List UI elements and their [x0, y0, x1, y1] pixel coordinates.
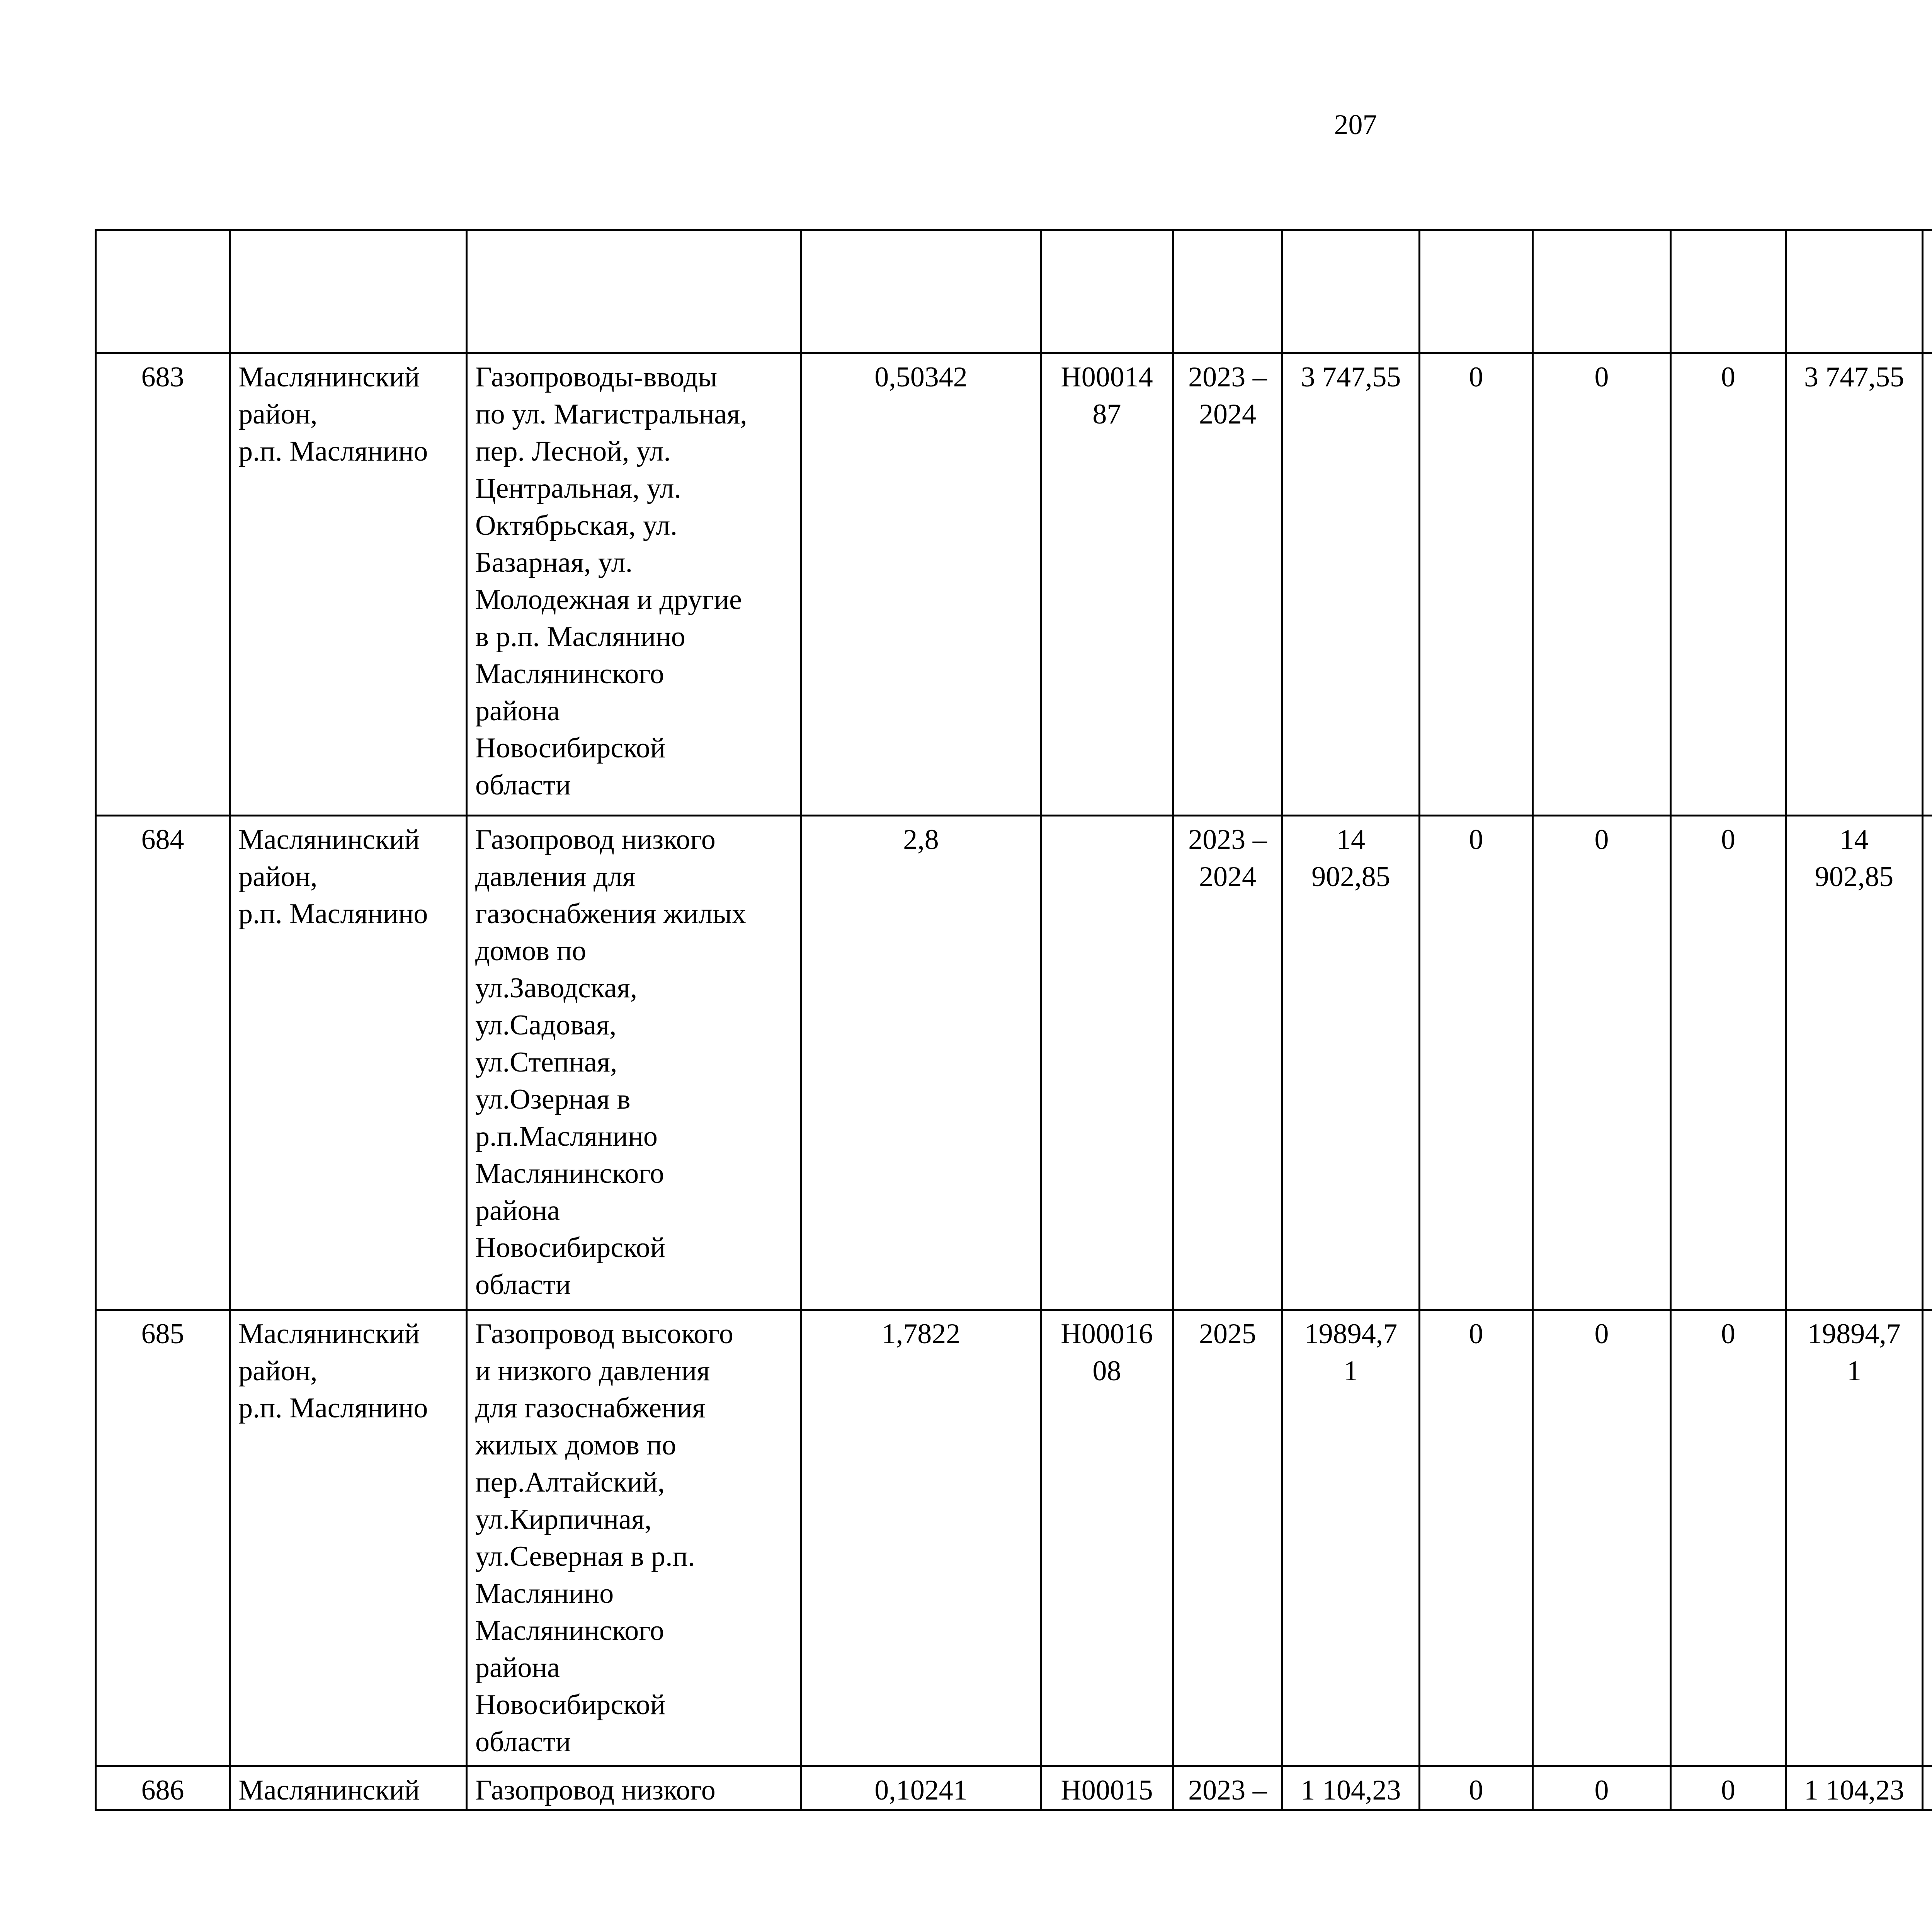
cell-code	[1041, 816, 1173, 1310]
cell-organization	[1923, 230, 1932, 353]
cell-total: 19894,7 1	[1282, 1310, 1420, 1766]
cell-object: Газопровод низкого	[467, 1766, 801, 1810]
cell-code: Н00014 87	[1041, 353, 1173, 816]
cell-no: 685	[96, 1310, 230, 1766]
cell-code: Н00016 08	[1041, 1310, 1173, 1766]
gas-pipeline-table	[95, 229, 1932, 1811]
cell-organization	[1923, 1766, 1932, 1810]
cell-federal: 0	[1420, 1310, 1533, 1766]
cell-length	[801, 230, 1041, 353]
cell-other: 19894,7 1	[1786, 1310, 1923, 1766]
cell-no: 684	[96, 816, 230, 1310]
cell-district: Маслянинский район, р.п. Маслянино	[230, 816, 467, 1310]
cell-local: 0	[1671, 353, 1786, 816]
cell-object: Газопровод высокого и низкого давления для газоснабжения жилых домов по пер.Алтайский, ул.Кирпичная, ул.Северная в р.п. Маслянино Маслянинского района Новосибирской области	[467, 1310, 801, 1766]
cell-local: 0	[1671, 816, 1786, 1310]
table-row	[96, 353, 1932, 816]
cell-period	[1173, 230, 1282, 353]
cell-other: 1 104,23	[1786, 1766, 1923, 1810]
cell-length: 0,10241	[801, 1766, 1041, 1810]
cell-local: 0	[1671, 1310, 1786, 1766]
cell-period: 2023 –	[1173, 1766, 1282, 1810]
cell-length: 0,50342	[801, 353, 1041, 816]
table-row	[96, 1310, 1932, 1766]
cell-district	[230, 230, 467, 353]
cell-regional: 0	[1533, 353, 1671, 816]
cell-federal	[1420, 230, 1533, 353]
cell-period: 2023 – 2024	[1173, 353, 1282, 816]
cell-local: 0	[1671, 1766, 1786, 1810]
cell-no: 686	[96, 1766, 230, 1810]
cell-regional: 0	[1533, 816, 1671, 1310]
cell-regional: 0	[1533, 1766, 1671, 1810]
cell-federal: 0	[1420, 353, 1533, 816]
cell-district: Маслянинский район, р.п. Маслянино	[230, 1310, 467, 1766]
table-row	[96, 816, 1932, 1310]
cell-no: 683	[96, 353, 230, 816]
cell-district: Маслянинский	[230, 1766, 467, 1810]
cell-federal: 0	[1420, 816, 1533, 1310]
cell-total: 3 747,55	[1282, 353, 1420, 816]
cell-period: 2025	[1173, 1310, 1282, 1766]
cell-local	[1671, 230, 1786, 353]
cell-length: 2,8	[801, 816, 1041, 1310]
cell-object	[467, 230, 801, 353]
cell-period: 2023 – 2024	[1173, 816, 1282, 1310]
cell-federal: 0	[1420, 1766, 1533, 1810]
cell-code	[1041, 230, 1173, 353]
cell-no	[96, 230, 230, 353]
table-row	[96, 1766, 1932, 1810]
cell-organization	[1923, 1310, 1932, 1766]
page-number: 207	[1334, 109, 1377, 141]
cell-regional: 0	[1533, 1310, 1671, 1766]
cell-total	[1282, 230, 1420, 353]
cell-total: 14 902,85	[1282, 816, 1420, 1310]
table-row	[96, 230, 1932, 353]
cell-object: Газопровод низкого давления для газоснабжения жилых домов по ул.Заводская, ул.Садовая, ул.Степная, ул.Озерная в р.п.Маслянино Маслянинского района Новосибирской области	[467, 816, 801, 1310]
cell-other: 14 902,85	[1786, 816, 1923, 1310]
cell-other: 3 747,55	[1786, 353, 1923, 816]
cell-total: 1 104,23	[1282, 1766, 1420, 1810]
cell-length: 1,7822	[801, 1310, 1041, 1766]
cell-code: Н00015	[1041, 1766, 1173, 1810]
cell-organization	[1923, 816, 1932, 1310]
cell-object: Газопроводы-вводы по ул. Магистральная, пер. Лесной, ул. Центральная, ул. Октябрьская, ул. Базарная, ул. Молодежная и другие в р.п. Маслянино Маслянинского района Новосибирской области	[467, 353, 801, 816]
cell-regional	[1533, 230, 1671, 353]
cell-other	[1786, 230, 1923, 353]
cell-district: Маслянинский район, р.п. Маслянино	[230, 353, 467, 816]
cell-organization	[1923, 353, 1932, 816]
